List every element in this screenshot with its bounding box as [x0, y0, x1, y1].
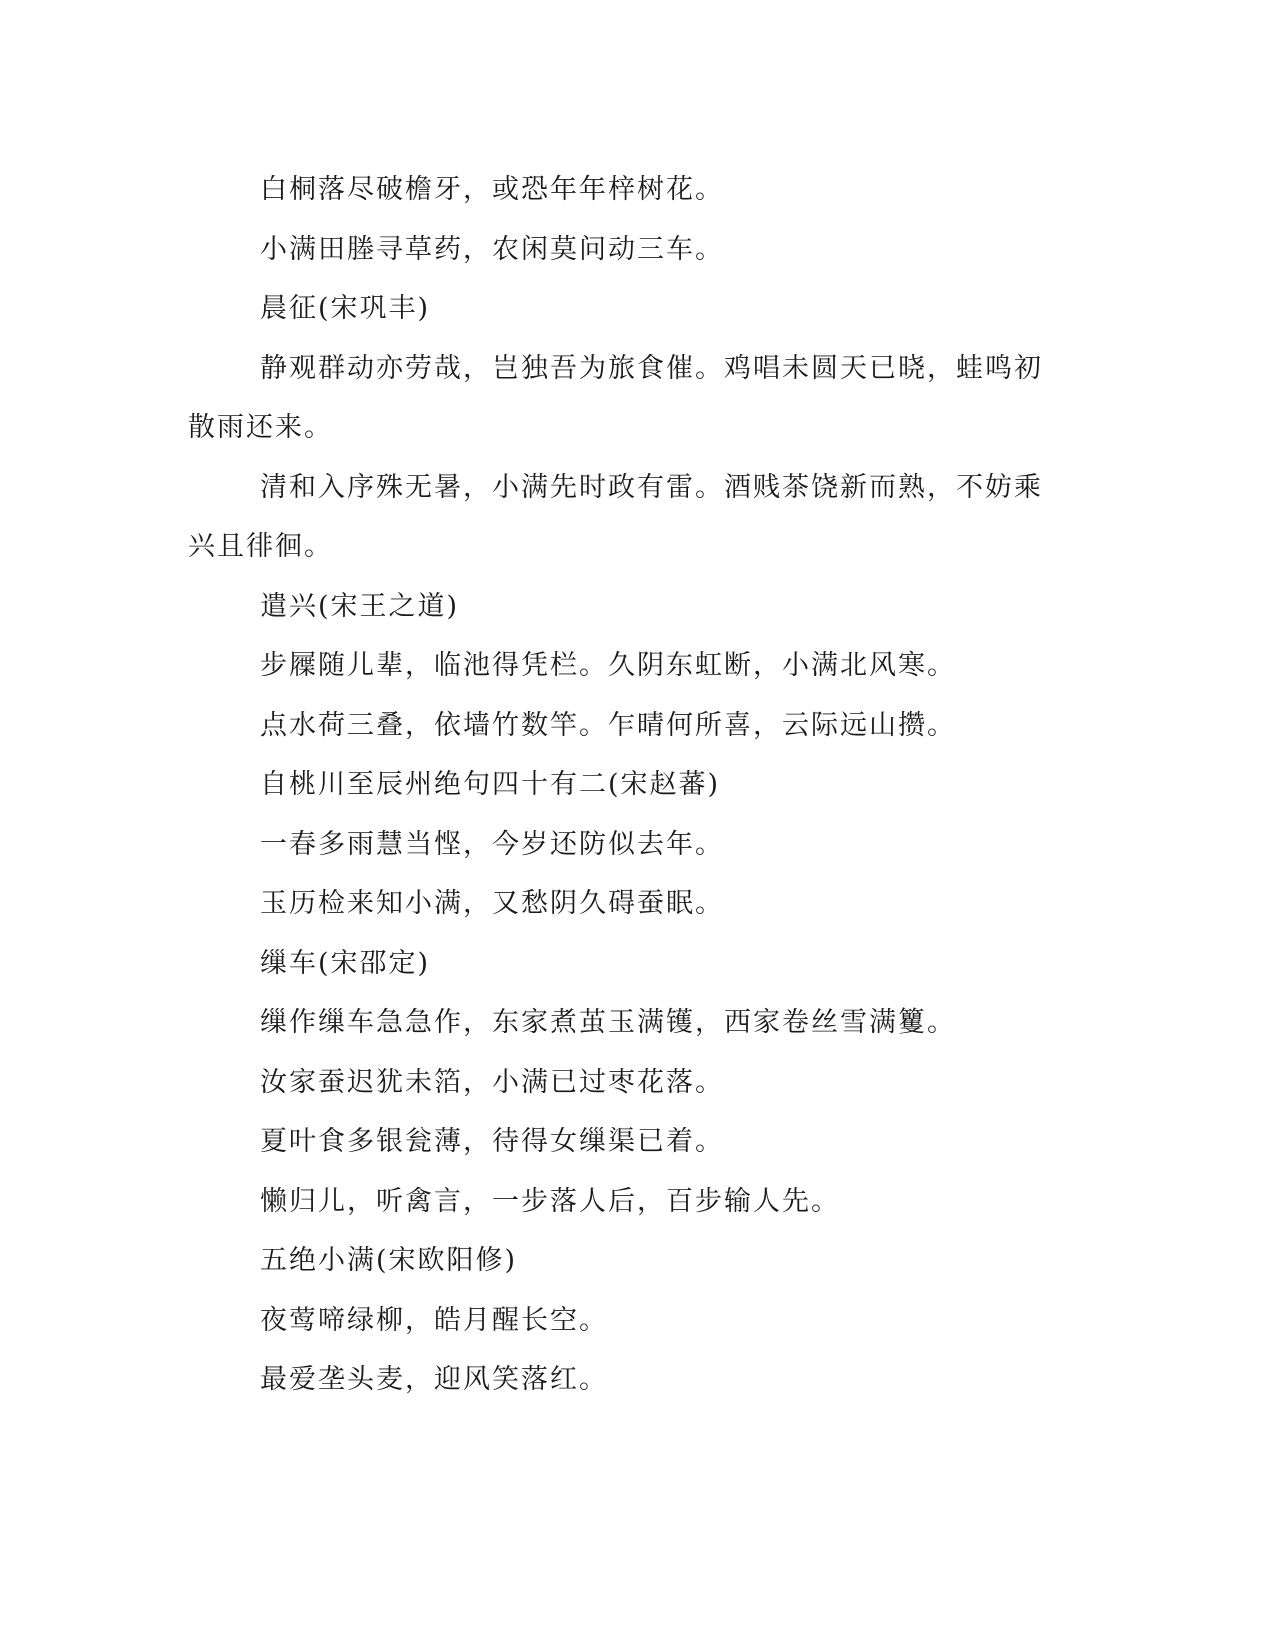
verse-line: 最爱垄头麦，迎风笑落红。 — [260, 1364, 608, 1395]
verse-line: 汝家蚕迟犹未箔，小满已过枣花落。 — [260, 1066, 724, 1098]
verse-line: 白桐落尽破檐牙，或恐年年梓树花。 — [260, 174, 724, 205]
verse-line: 缫作缫车急急作，东家煮茧玉满镬，西家卷丝雪满籰。 — [260, 1007, 956, 1038]
poem-title: 晨征(宋巩丰) — [260, 293, 431, 324]
poem-title: 缫车(宋邵定) — [260, 947, 431, 979]
verse-line: 点水荷三叠，依墙竹数竿。乍晴何所喜，云际远山攒。 — [260, 709, 956, 741]
poem-title: 五绝小满(宋欧阳修) — [260, 1245, 518, 1276]
verse-line: 夜莺啼绿柳，皓月醒长空。 — [260, 1304, 608, 1336]
verse-line: 步屧随儿辈，临池得凭栏。久阴东虹断，小满北风寒。 — [260, 650, 956, 681]
verse-line: 小满田塍寻草药，农闲莫问动三车。 — [260, 233, 724, 265]
verse-line: 一春多雨慧当悭，今岁还防似去年。 — [260, 828, 724, 860]
document-body — [188, 160, 1068, 1410]
verse-line: 懒归儿，听禽言，一步落人后，百步输人先。 — [260, 1185, 840, 1217]
poem-title: 自桃川至辰州绝句四十有二(宋赵蕃) — [260, 769, 721, 800]
verse-line: 静观群动亦劳哉，岂独吾为旅食催。鸡唱未圆天已晓，蛙鸣初散雨还来。 — [188, 352, 1043, 443]
poem-title: 遣兴(宋王之道) — [260, 590, 460, 622]
verse-line: 清和入序殊无暑，小满先时政有雷。酒贱茶饶新而熟，不妨乘兴且徘徊。 — [188, 471, 1043, 562]
verse-line: 玉历检来知小满，又愁阴久碍蚕眠。 — [260, 888, 724, 919]
verse-line: 夏叶食多银瓮薄，待得女缫渠已着。 — [260, 1126, 724, 1157]
